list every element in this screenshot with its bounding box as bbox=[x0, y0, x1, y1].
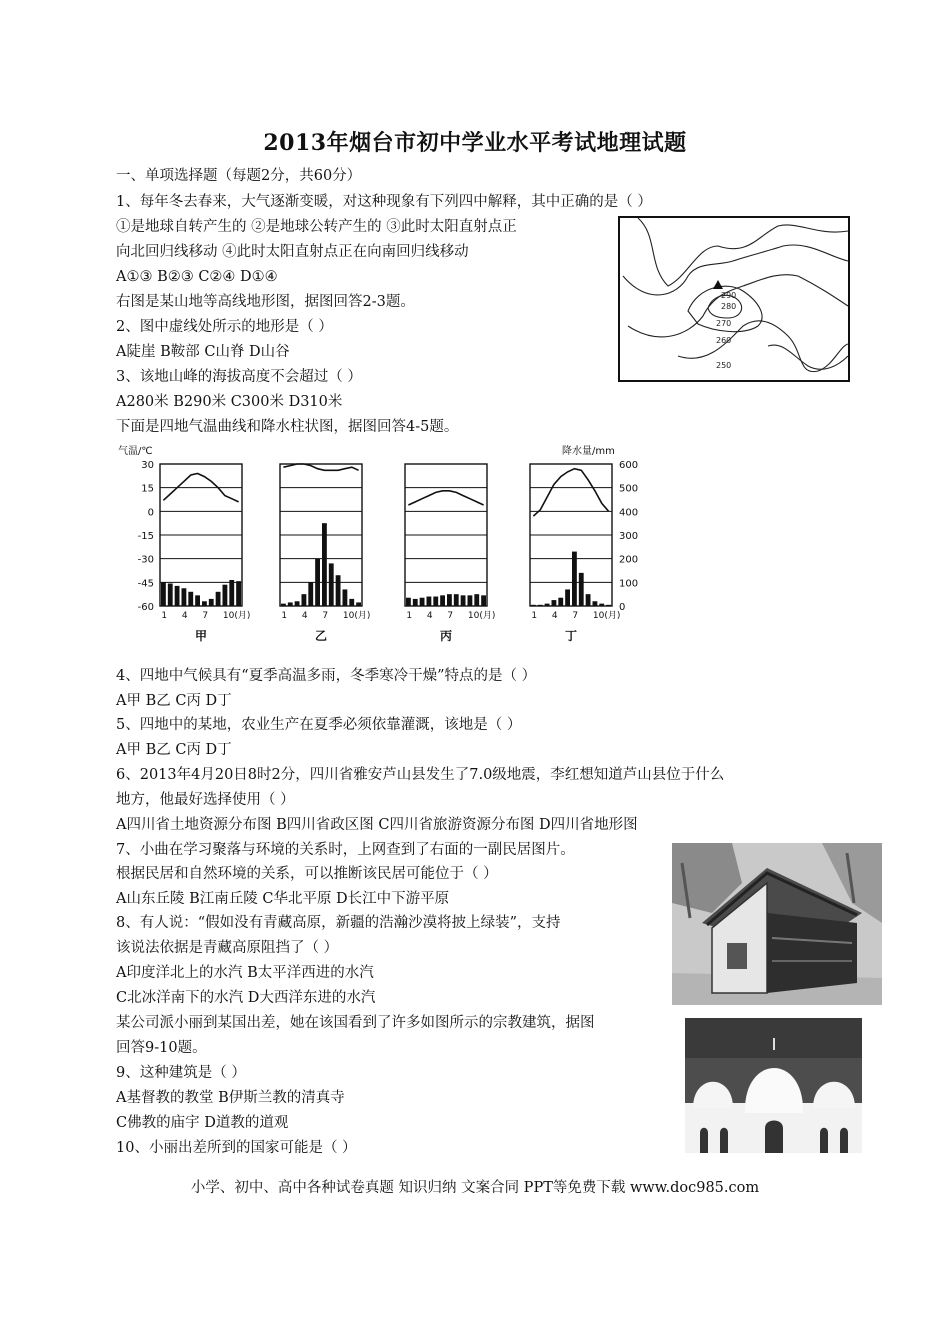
month-label: 1 bbox=[161, 611, 168, 621]
temp-axis-title: 气温/℃ bbox=[118, 446, 153, 457]
month-label: 7 bbox=[322, 611, 329, 621]
precip-bar bbox=[599, 604, 604, 606]
footer: 小学、初中、高中各种试卷真题 知识归纳 文案合同 PPT等免费下载 www.doc985.com bbox=[190, 1180, 760, 1196]
month-label: 7 bbox=[572, 611, 579, 621]
question-1-choices: A①③ B②③ C②④ D①④ bbox=[116, 269, 278, 285]
precip-bar bbox=[343, 589, 348, 606]
month-label: 10(月) bbox=[592, 611, 621, 621]
contour-label: 260 bbox=[716, 336, 732, 345]
month-label: 4 bbox=[426, 611, 433, 621]
question-5-choices: A甲 B乙 C丙 D丁 bbox=[116, 742, 232, 758]
precip-bar bbox=[558, 598, 563, 606]
question-6: 6、2013年4月20日8时2分，四川省雅安芦山县发生了7.0级地震，李红想知道芦山县位于什么 bbox=[116, 767, 725, 783]
precip-bar bbox=[295, 601, 300, 606]
precip-bar bbox=[302, 594, 307, 606]
precip-tick: 600 bbox=[619, 460, 639, 471]
question-8-choices: A印度洋北上的水汽 B太平洋西进的水汽 bbox=[116, 965, 374, 981]
contour-label: 290 bbox=[721, 291, 737, 300]
contour-label: 280 bbox=[721, 302, 737, 311]
precip-bar bbox=[586, 594, 591, 606]
precip-bar bbox=[329, 563, 334, 606]
precip-bar bbox=[606, 605, 611, 606]
precip-bar bbox=[420, 598, 425, 606]
precip-bar bbox=[481, 595, 486, 606]
station-name: 丙 bbox=[439, 629, 453, 643]
precip-bar bbox=[413, 599, 418, 606]
precip-bar bbox=[468, 595, 473, 606]
question-3-choices: A280米 B290米 C300米 D310米 bbox=[116, 394, 343, 410]
religion-intro-cont: 回答9-10题。 bbox=[116, 1040, 207, 1056]
station-name: 乙 bbox=[314, 629, 328, 643]
precip-bar bbox=[322, 523, 327, 606]
house-side bbox=[767, 913, 857, 993]
precip-bar bbox=[440, 595, 445, 606]
precip-bar bbox=[236, 581, 241, 606]
temp-tick: -45 bbox=[137, 578, 154, 590]
question-9: 9、这种建筑是（ ） bbox=[116, 1065, 246, 1081]
section-heading: 一、单项选择题（每题2分，共60分） bbox=[116, 168, 362, 184]
precip-axis-title: 降水量/mm bbox=[562, 446, 615, 457]
precip-bar bbox=[195, 595, 200, 606]
precip-bar bbox=[182, 588, 187, 606]
question-2-choices: A陡崖 B鞍部 C山脊 D山谷 bbox=[116, 344, 290, 360]
precip-bar bbox=[593, 601, 598, 606]
precip-bar bbox=[168, 584, 173, 606]
question-2: 2、图中虚线处所示的地形是（ ） bbox=[116, 319, 333, 335]
month-label: 1 bbox=[531, 611, 538, 621]
question-1: 1、每年冬去春来，大气逐渐变暖，对这种现象有下列四中解释，其中正确的是（ ） bbox=[116, 194, 652, 210]
climate-charts bbox=[110, 440, 640, 652]
precip-tick: 300 bbox=[619, 531, 639, 542]
precip-tick: 200 bbox=[619, 554, 639, 566]
question-9-choices: C佛教的庙宇 D道教的道观 bbox=[116, 1115, 289, 1131]
precip-bar bbox=[447, 594, 452, 606]
precip-bar bbox=[427, 597, 432, 606]
precip-tick: 400 bbox=[619, 507, 639, 519]
month-label: 7 bbox=[202, 611, 209, 621]
precip-bar bbox=[565, 589, 570, 606]
precip-bar bbox=[356, 602, 361, 606]
precip-bar bbox=[175, 586, 180, 606]
question-8-cont: 该说法依据是青藏高原阻挡了（ ） bbox=[116, 940, 339, 956]
precip-bar bbox=[315, 559, 320, 606]
month-label: 4 bbox=[551, 611, 558, 621]
precip-bar bbox=[209, 599, 214, 606]
temp-tick: 15 bbox=[141, 483, 154, 495]
question-4-choices: A甲 B乙 C丙 D丁 bbox=[116, 693, 232, 709]
question-7-cont: 根据民居和自然环境的关系，可以推断该民居可能位于（ ） bbox=[116, 866, 498, 882]
contour-label: 250 bbox=[716, 361, 732, 370]
precip-bar bbox=[216, 592, 221, 606]
precip-bar bbox=[433, 597, 438, 606]
question-3: 3、该地山峰的海拔高度不会超过（ ） bbox=[116, 369, 362, 385]
question-8-choices: C北冰洋南下的水汽 D大西洋东进的水汽 bbox=[116, 990, 376, 1006]
page-title: 2013年烟台市初中学业水平考试地理试题 bbox=[263, 130, 687, 156]
precip-bar bbox=[538, 605, 543, 606]
temp-tick: -30 bbox=[137, 554, 154, 566]
precip-bar bbox=[461, 595, 466, 606]
month-label: 10(月) bbox=[467, 611, 496, 621]
month-label: 10(月) bbox=[342, 611, 371, 621]
precip-bar bbox=[161, 582, 166, 606]
precip-bar bbox=[474, 594, 479, 606]
question-1-options-text: 向北回归线移动 ④此时太阳直射点正在向南回归线移动 bbox=[116, 244, 469, 260]
climate-intro: 下面是四地气温曲线和降水柱状图，据图回答4-5题。 bbox=[116, 419, 459, 435]
question-4: 4、四地中气候具有“夏季高温多雨，冬季寒冷干燥”特点的是（ ） bbox=[116, 668, 537, 684]
precip-bar bbox=[349, 599, 354, 606]
precip-bar bbox=[454, 594, 459, 606]
precip-bar bbox=[545, 604, 550, 606]
month-label: 4 bbox=[181, 611, 188, 621]
religion-intro: 某公司派小丽到某国出差，她在该国看到了许多如图所示的宗教建筑，据图 bbox=[116, 1015, 595, 1031]
precip-bar bbox=[572, 552, 577, 606]
question-6-choices: A四川省土地资源分布图 B四川省政区图 C四川省旅游资源分布图 D四川省地形图 bbox=[116, 817, 638, 833]
question-8: 8、有人说：“假如没有青藏高原，新疆的浩瀚沙漠将披上绿装”，支持 bbox=[116, 915, 561, 931]
question-9-choices: A基督教的教堂 B伊斯兰教的清真寺 bbox=[116, 1090, 345, 1106]
contour-intro: 右图是某山地等高线地形图，据图回答2-3题。 bbox=[116, 294, 415, 310]
month-label: 10(月) bbox=[222, 611, 251, 621]
precip-bar bbox=[552, 600, 557, 606]
question-5: 5、四地中的某地，农业生产在夏季必须依靠灌溉，该地是（ ） bbox=[116, 717, 522, 733]
precip-bar bbox=[288, 602, 293, 606]
month-label: 7 bbox=[447, 611, 454, 621]
mosque-photo bbox=[685, 1018, 862, 1153]
contour-label: 270 bbox=[716, 319, 732, 328]
month-label: 1 bbox=[281, 611, 288, 621]
temp-tick: -15 bbox=[137, 531, 154, 542]
station-name: 甲 bbox=[194, 629, 208, 643]
precip-tick: 500 bbox=[619, 483, 639, 495]
precip-bar bbox=[202, 601, 207, 606]
precip-tick: 0 bbox=[619, 602, 626, 613]
precip-bar bbox=[579, 573, 584, 606]
temp-tick: 30 bbox=[141, 460, 154, 471]
precip-bar bbox=[308, 582, 313, 606]
temp-tick: 0 bbox=[147, 507, 154, 519]
question-6-cont: 地方，他最好选择使用（ ） bbox=[116, 792, 295, 808]
station-name: 丁 bbox=[564, 629, 578, 643]
contour-map bbox=[618, 216, 850, 382]
precip-bar bbox=[281, 604, 286, 606]
question-10: 10、小丽出差所到的国家可能是（ ） bbox=[116, 1140, 357, 1156]
question-7: 7、小曲在学习聚落与环境的关系时，上网查到了右面的一副民居图片。 bbox=[116, 842, 575, 858]
temp-tick: -60 bbox=[137, 602, 154, 613]
question-7-choices: A山东丘陵 B江南丘陵 C华北平原 D长江中下游平原 bbox=[116, 891, 450, 907]
month-label: 1 bbox=[406, 611, 413, 621]
question-1-options-text: ①是地球自转产生的 ②是地球公转产生的 ③此时太阳直射点正 bbox=[116, 219, 517, 235]
precip-bar bbox=[406, 598, 411, 606]
precip-bar bbox=[188, 592, 193, 606]
precip-tick: 100 bbox=[619, 578, 639, 590]
month-label: 4 bbox=[301, 611, 308, 621]
house-photo bbox=[672, 843, 882, 1005]
precip-bar bbox=[229, 580, 234, 606]
precip-bar bbox=[531, 605, 536, 606]
precip-bar bbox=[336, 575, 341, 606]
precip-bar bbox=[223, 585, 228, 606]
